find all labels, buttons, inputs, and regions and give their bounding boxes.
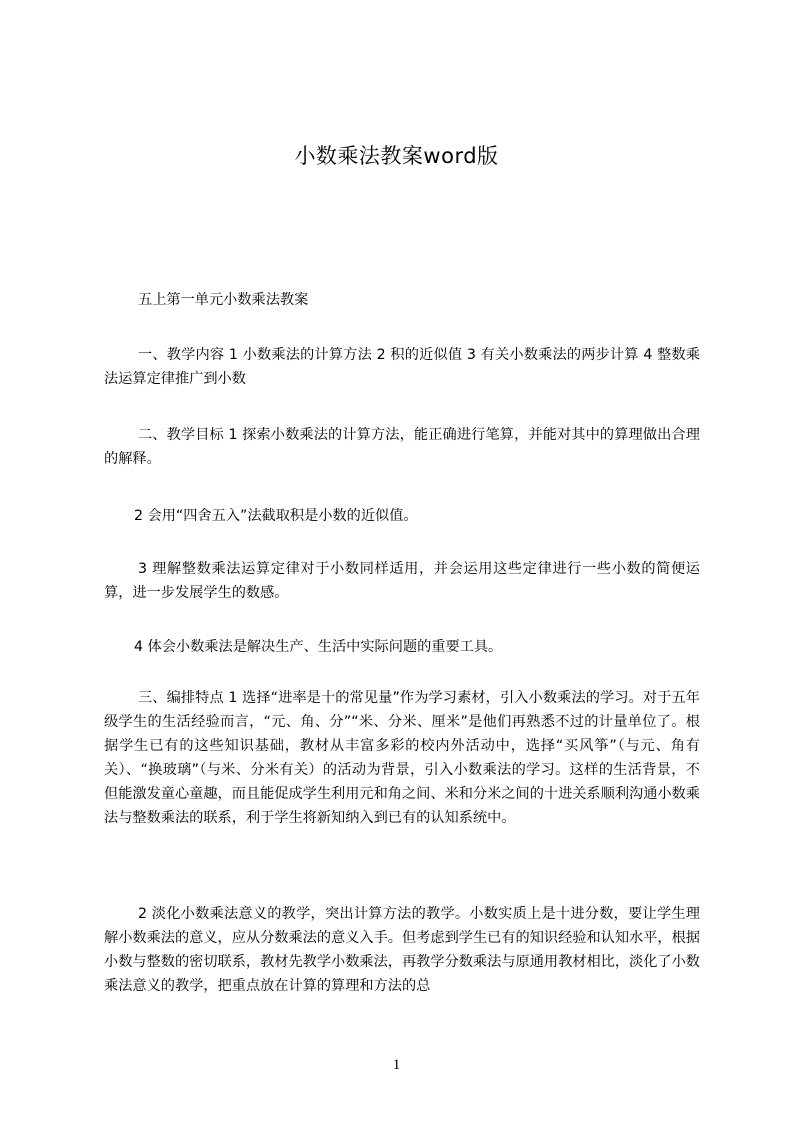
paragraph-teaching-content	[104, 343, 700, 391]
page-number: 1	[392, 1057, 401, 1073]
paragraph-goal-2	[104, 504, 700, 528]
paragraph-goal-3	[104, 557, 700, 605]
paragraph-text: 三、编排特点 1 选择“进率是十的常见量”作为学习素材，引入小数乘法的学习。对于五年级学生的生活经验而言，“元、角、分”“米、分米、厘米”是他们再熟悉不过的计量单位了。根据学生已有的这些知识基础，教材从丰富多彩的校内外活动中，选择“买风筝”（与元、角有关）、“换玻璃”（与米、分米有关）的活动为背景，引入小数乘法的学习。这样的生活背景，不但能激发童心童趣，而且能促成学生利用元和角之间、米和分米之间的十进关系顺利沟通小数乘法与整数乘法的联系，利于学生将新知纳入到已有的认知系统中。	[104, 690, 700, 826]
paragraph-text: 一、教学内容 1 小数乘法的计算方法 2 积的近似值 3 有关小数乘法的两步计算 4 整数乘法运算定律推广到小数	[104, 347, 700, 387]
paragraph-arrangement-features	[104, 686, 700, 830]
paragraph-text: 五上第一单元小数乘法教案	[138, 292, 309, 308]
paragraph-goal-4	[104, 635, 700, 659]
document-title: 小数乘法教案word版	[294, 144, 499, 168]
paragraph-text: 2 淡化小数乘法意义的教学，突出计算方法的教学。小数实质上是十进分数，要让学生理解小数乘法的意义，应从分数乘法的意义入手。但考虑到学生已有的知识经验和认知水平，根据小数与整数的密切联系，教材先教学小数乘法，再教学分数乘法与原通用教材相比，淡化了小数乘法意义的教学，把重点放在计算的算理和方法的总	[104, 906, 700, 994]
paragraph-text: 4 体会小数乘法是解决生产、生活中实际问题的重要工具。	[134, 639, 503, 655]
paragraph-text: 3 理解整数乘法运算定律对于小数同样适用，并会运用这些定律进行一些小数的简便运算，进一步发展学生的数感。	[104, 561, 700, 601]
paragraph-text: 2 会用“四舍五入”法截取积是小数的近似值。	[134, 508, 418, 524]
paragraph-unit-heading	[104, 288, 700, 312]
paragraph-teaching-goals	[104, 423, 700, 471]
paragraph-feature-2	[104, 902, 700, 998]
paragraph-text: 二、教学目标 1 探索小数乘法的计算方法，能正确进行笔算，并能对其中的算理做出合理的解释。	[104, 427, 700, 467]
